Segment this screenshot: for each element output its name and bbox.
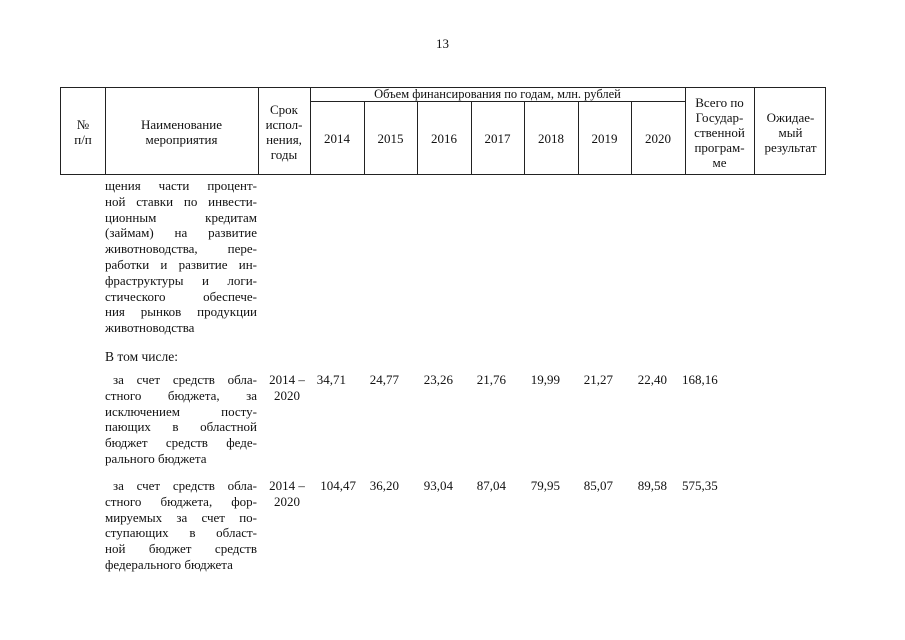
row-1-total: 168,16 <box>682 372 718 387</box>
header-funding: Объем финансирования по годам, млн. рублей <box>374 87 621 101</box>
row-1-value-2017: 21,76 <box>476 372 506 387</box>
text-line: ступающих в област- <box>105 525 257 541</box>
row-1-value-2014: 34,71 <box>316 372 346 387</box>
text-line: стного бюджета, за <box>105 387 257 403</box>
header-total: Всего по Государ- ственной програм- ме <box>694 94 745 170</box>
row-2-value-2015: 36,20 <box>369 478 399 493</box>
header-year-2019: 2019 <box>591 131 618 146</box>
row-1-value-2019: 21,27 <box>583 372 613 387</box>
text-line: стического обеспече- <box>105 288 257 304</box>
text-line: пающих в областной <box>105 419 257 435</box>
row-2-value-2020: 89,58 <box>637 478 667 493</box>
row-1-term: 2014 – 2020 <box>269 372 305 403</box>
text-line: мируемых за счет по- <box>105 509 257 525</box>
row-2-text <box>105 478 257 573</box>
row-2-term: 2014 – 2020 <box>269 478 305 509</box>
text-line: щения части процент- <box>105 178 257 193</box>
including-label: В том числе: <box>105 349 178 364</box>
text-line: ной бюджет средств <box>105 541 257 557</box>
header-name: Наименование мероприятия <box>141 117 222 147</box>
text-line: за счет средств обла- <box>113 478 257 493</box>
row-2-total: 575,35 <box>682 478 718 493</box>
text-line: стного бюджета, фор- <box>105 493 257 509</box>
text-line: ционным кредитам <box>105 209 257 225</box>
row-1-value-2016: 23,26 <box>423 372 453 387</box>
row-1-value-2018: 19,99 <box>530 372 560 387</box>
text-line: бюджет средств феде- <box>105 435 257 451</box>
text-line: животноводства, пере- <box>105 241 257 257</box>
text-line: исключением посту- <box>105 403 257 419</box>
row-2-value-2017: 87,04 <box>476 478 506 493</box>
row-2-value-2019: 85,07 <box>583 478 613 493</box>
header-term: Срок испол- нения, годы <box>265 102 303 162</box>
header-year-2014: 2014 <box>324 131 350 146</box>
header-result: Ожидае- мый результат <box>764 109 817 155</box>
page-number: 13 <box>436 36 449 51</box>
row-2-value-2014: 104,47 <box>320 478 356 493</box>
row-1-text <box>105 372 257 467</box>
text-line: работки и развитие ин- <box>105 256 257 272</box>
header-year-2015: 2015 <box>377 131 404 146</box>
text-line: федерального бюджета <box>105 556 233 572</box>
text-line: ния рынков продукции <box>105 304 257 320</box>
text-line: рального бюджета <box>105 450 207 466</box>
header-num: № п/п <box>74 117 92 147</box>
row-2-value-2016: 93,04 <box>423 478 453 493</box>
text-line: фраструктуры и логи- <box>105 272 257 288</box>
text-line: (займам) на развитие <box>105 225 257 241</box>
header-year-2016: 2016 <box>431 131 457 146</box>
continued-text <box>105 178 257 336</box>
header-year-2020: 2020 <box>645 131 671 146</box>
text-line: за счет средств обла- <box>113 372 257 387</box>
header-year-2017: 2017 <box>484 131 511 146</box>
row-1-value-2015: 24,77 <box>369 372 399 387</box>
row-2-value-2018: 79,95 <box>530 478 560 493</box>
row-1-value-2020: 22,40 <box>637 372 667 387</box>
table-header <box>60 87 826 175</box>
header-year-2018: 2018 <box>538 131 564 146</box>
text-line: ной ставки по инвести- <box>105 193 257 209</box>
text-line: животноводства <box>105 320 195 336</box>
